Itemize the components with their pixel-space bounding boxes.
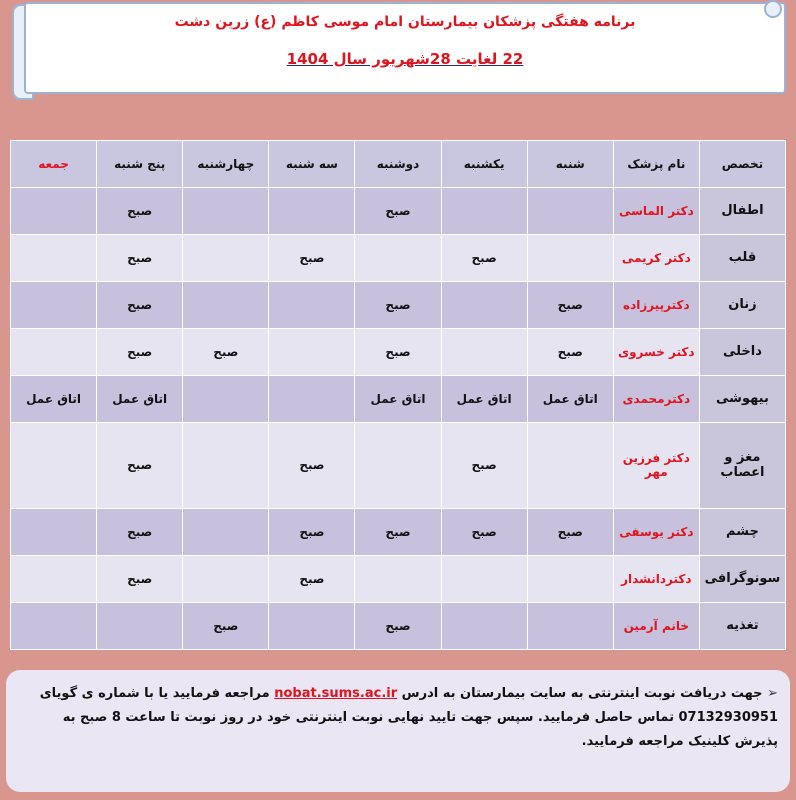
shift-cell xyxy=(269,328,355,375)
column-header: سه شنبه xyxy=(269,141,355,188)
shift-cell xyxy=(269,375,355,422)
shift-cell: صبح xyxy=(97,328,183,375)
shift-cell xyxy=(441,602,527,649)
shift-cell xyxy=(183,508,269,555)
column-header: چهارشنبه xyxy=(183,141,269,188)
shift-cell: صبح xyxy=(355,508,441,555)
shift-cell xyxy=(527,422,613,508)
specialty-cell: مغز و اعصاب xyxy=(699,422,785,508)
specialty-cell: داخلی xyxy=(699,328,785,375)
booking-site-link[interactable]: nobat.sums.ac.ir xyxy=(274,686,398,701)
doctor-cell: دکتر کریمی xyxy=(613,234,699,281)
shift-cell xyxy=(11,234,97,281)
column-header: یکشنبه xyxy=(441,141,527,188)
specialty-cell: بیهوشی xyxy=(699,375,785,422)
shift-cell: صبح xyxy=(97,422,183,508)
table-row xyxy=(11,555,786,602)
column-header: دوشنبه xyxy=(355,141,441,188)
specialty-cell: سونوگرافی xyxy=(699,555,785,602)
shift-cell xyxy=(11,602,97,649)
footer-text-after: مراجعه فرمایید یا با شماره ی گویای 07132930951 تماس حاصل فرمایید. سپس جهت تایید نهایی نوبت اینترنتی خود در روز نوبت تا ساعت 8 صبح به پذیرش کلینیک مراجعه فرمایید. xyxy=(39,686,778,749)
shift-cell xyxy=(527,188,613,235)
shift-cell xyxy=(97,602,183,649)
shift-cell: صبح xyxy=(97,555,183,602)
column-header: تخصص xyxy=(699,141,785,188)
shift-cell xyxy=(355,234,441,281)
doctor-cell: دکتر فرزین مهر xyxy=(613,422,699,508)
shift-cell xyxy=(11,328,97,375)
shift-cell xyxy=(11,281,97,328)
schedule-table xyxy=(10,140,786,650)
shift-cell xyxy=(183,375,269,422)
shift-cell xyxy=(441,188,527,235)
page-subtitle: 22 لغایت 28شهریور سال 1404 xyxy=(286,50,524,68)
shift-cell: صبح xyxy=(183,328,269,375)
shift-cell xyxy=(355,555,441,602)
shift-cell xyxy=(11,422,97,508)
column-header: جمعه xyxy=(11,141,97,188)
shift-cell xyxy=(441,555,527,602)
shift-cell xyxy=(269,281,355,328)
shift-cell xyxy=(183,422,269,508)
shift-cell xyxy=(441,328,527,375)
column-header: نام پزشک xyxy=(613,141,699,188)
column-header: شنبه xyxy=(527,141,613,188)
scroll-curl-top xyxy=(764,0,782,18)
table-row xyxy=(11,281,786,328)
arrow-bullet-icon: ➢ xyxy=(767,686,778,701)
shift-cell: اتاق عمل xyxy=(527,375,613,422)
doctor-cell: دکتر خسروی xyxy=(613,328,699,375)
footer-text xyxy=(16,682,778,754)
shift-cell: صبح xyxy=(97,188,183,235)
shift-cell xyxy=(11,188,97,235)
shift-cell: صبح xyxy=(355,188,441,235)
specialty-cell: چشم xyxy=(699,508,785,555)
shift-cell xyxy=(183,234,269,281)
table-row xyxy=(11,375,786,422)
shift-cell: اتاق عمل xyxy=(355,375,441,422)
doctor-cell: دکتر یوسفی xyxy=(613,508,699,555)
table-body xyxy=(11,188,786,650)
shift-cell: صبح xyxy=(269,555,355,602)
shift-cell: صبح xyxy=(269,422,355,508)
shift-cell xyxy=(183,555,269,602)
footer-note xyxy=(6,670,790,792)
shift-cell: صبح xyxy=(269,508,355,555)
column-header: پنج شنبه xyxy=(97,141,183,188)
shift-cell: اتاق عمل xyxy=(11,375,97,422)
shift-cell xyxy=(183,281,269,328)
shift-cell: صبح xyxy=(527,328,613,375)
shift-cell: صبح xyxy=(97,234,183,281)
shift-cell: صبح xyxy=(527,508,613,555)
shift-cell: صبح xyxy=(355,328,441,375)
shift-cell: صبح xyxy=(183,602,269,649)
table-header-row xyxy=(11,141,786,188)
shift-cell: صبح xyxy=(355,281,441,328)
header-panel xyxy=(24,2,786,94)
shift-cell: صبح xyxy=(269,234,355,281)
doctor-cell: خانم آرمین xyxy=(613,602,699,649)
shift-cell xyxy=(527,234,613,281)
table-row xyxy=(11,188,786,235)
doctor-cell: دکترمحمدی xyxy=(613,375,699,422)
shift-cell xyxy=(11,555,97,602)
shift-cell xyxy=(441,281,527,328)
page-title: برنامه هفتگی پزشکان بیمارستان امام موسی کاظم (ع) زرین دشت xyxy=(174,14,636,30)
shift-cell xyxy=(269,602,355,649)
specialty-cell: زنان xyxy=(699,281,785,328)
table-row xyxy=(11,508,786,555)
table-row xyxy=(11,602,786,649)
shift-cell xyxy=(527,602,613,649)
specialty-cell: تغذیه xyxy=(699,602,785,649)
table-row xyxy=(11,234,786,281)
specialty-cell: اطفال xyxy=(699,188,785,235)
shift-cell: اتاق عمل xyxy=(97,375,183,422)
shift-cell: صبح xyxy=(355,602,441,649)
doctor-cell: دکتردانشدار xyxy=(613,555,699,602)
doctor-cell: دکتر الماسی xyxy=(613,188,699,235)
shift-cell: صبح xyxy=(97,508,183,555)
shift-cell xyxy=(355,422,441,508)
doctor-cell: دکترپیرزاده xyxy=(613,281,699,328)
shift-cell: صبح xyxy=(441,508,527,555)
header-banner xyxy=(6,0,788,92)
shift-cell xyxy=(183,188,269,235)
shift-cell: صبح xyxy=(441,422,527,508)
footer-text-before: جهت دریافت نوبت اینترنتی به سایت بیمارستان به ادرس xyxy=(397,686,763,701)
shift-cell xyxy=(11,508,97,555)
shift-cell xyxy=(269,188,355,235)
shift-cell: صبح xyxy=(97,281,183,328)
shift-cell xyxy=(527,555,613,602)
shift-cell: صبح xyxy=(441,234,527,281)
specialty-cell: قلب xyxy=(699,234,785,281)
table-row xyxy=(11,422,786,508)
shift-cell: صبح xyxy=(527,281,613,328)
table-row xyxy=(11,328,786,375)
shift-cell: اتاق عمل xyxy=(441,375,527,422)
